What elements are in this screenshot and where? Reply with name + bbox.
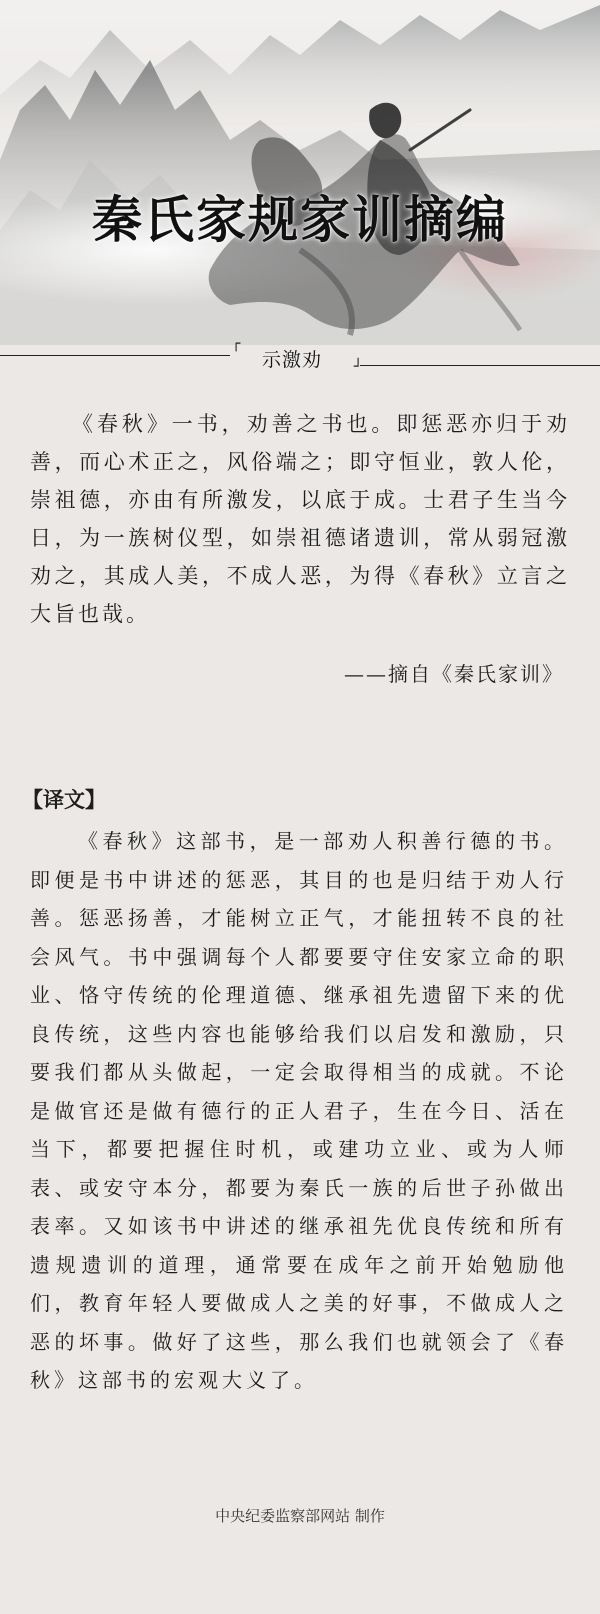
corner-bracket-icon: ┘ bbox=[354, 359, 363, 375]
divider-left bbox=[0, 355, 230, 356]
translation-text: 《春秋》这部书，是一部劝人积善行德的书。即便是书中讲述的惩恶，其目的也是归结于劝人行善。惩恶扬善，才能树立正气，才能扭转不良的社会风气。书中强调每个人都要要守住安家立命的职业、恪守传统的伦理道德、继承祖先遗留下来的优良传统，这些内容也能够给我们以启发和激励，只要我们都从头做起，一定会取得相当的成就。不论是做官还是做有德行的正人君子，生在今日、活在当下，都要把握住时机，或建功立业、或为人师表、或安守本分，都要为秦氏一族的后世子孙做出表率。又如该书中讲述的继承祖先优良传统和所有遗规遗训的道理，通常要在成年之前开始勉励他们，教育年轻人要做成人之美的好事，不做成人之恶的坏事。做好了这些，那么我们也就领会了《春秋》这部书的宏观大义了。 bbox=[30, 829, 568, 1392]
section-label: 示激劝 bbox=[262, 349, 323, 371]
translation-heading: 【译文】 bbox=[22, 787, 106, 812]
header-ink-painting bbox=[0, 0, 600, 345]
original-text: 《春秋》一书，劝善之书也。即惩恶亦归于劝善，而心术正之，风俗端之；即守恒业，敦人伦，崇祖德，亦由有所激发，以底于成。士君子生当今日，为一族树仪型，如崇祖德诸遗训，常从弱冠激劝之，其成人美，不成人恶，为得《春秋》立言之大旨也哉。 bbox=[30, 412, 570, 626]
section-header bbox=[0, 335, 600, 380]
footer-credit: 中央纪委监察部网站 制作 bbox=[215, 1507, 385, 1525]
page-title: 秦氏家规家训摘编 bbox=[92, 190, 508, 249]
source-citation: ——摘自《秦氏家训》 bbox=[344, 662, 564, 686]
corner-bracket-icon: ┌ bbox=[232, 336, 241, 352]
divider-right bbox=[360, 365, 600, 366]
mountain-landscape-image bbox=[0, 0, 600, 345]
